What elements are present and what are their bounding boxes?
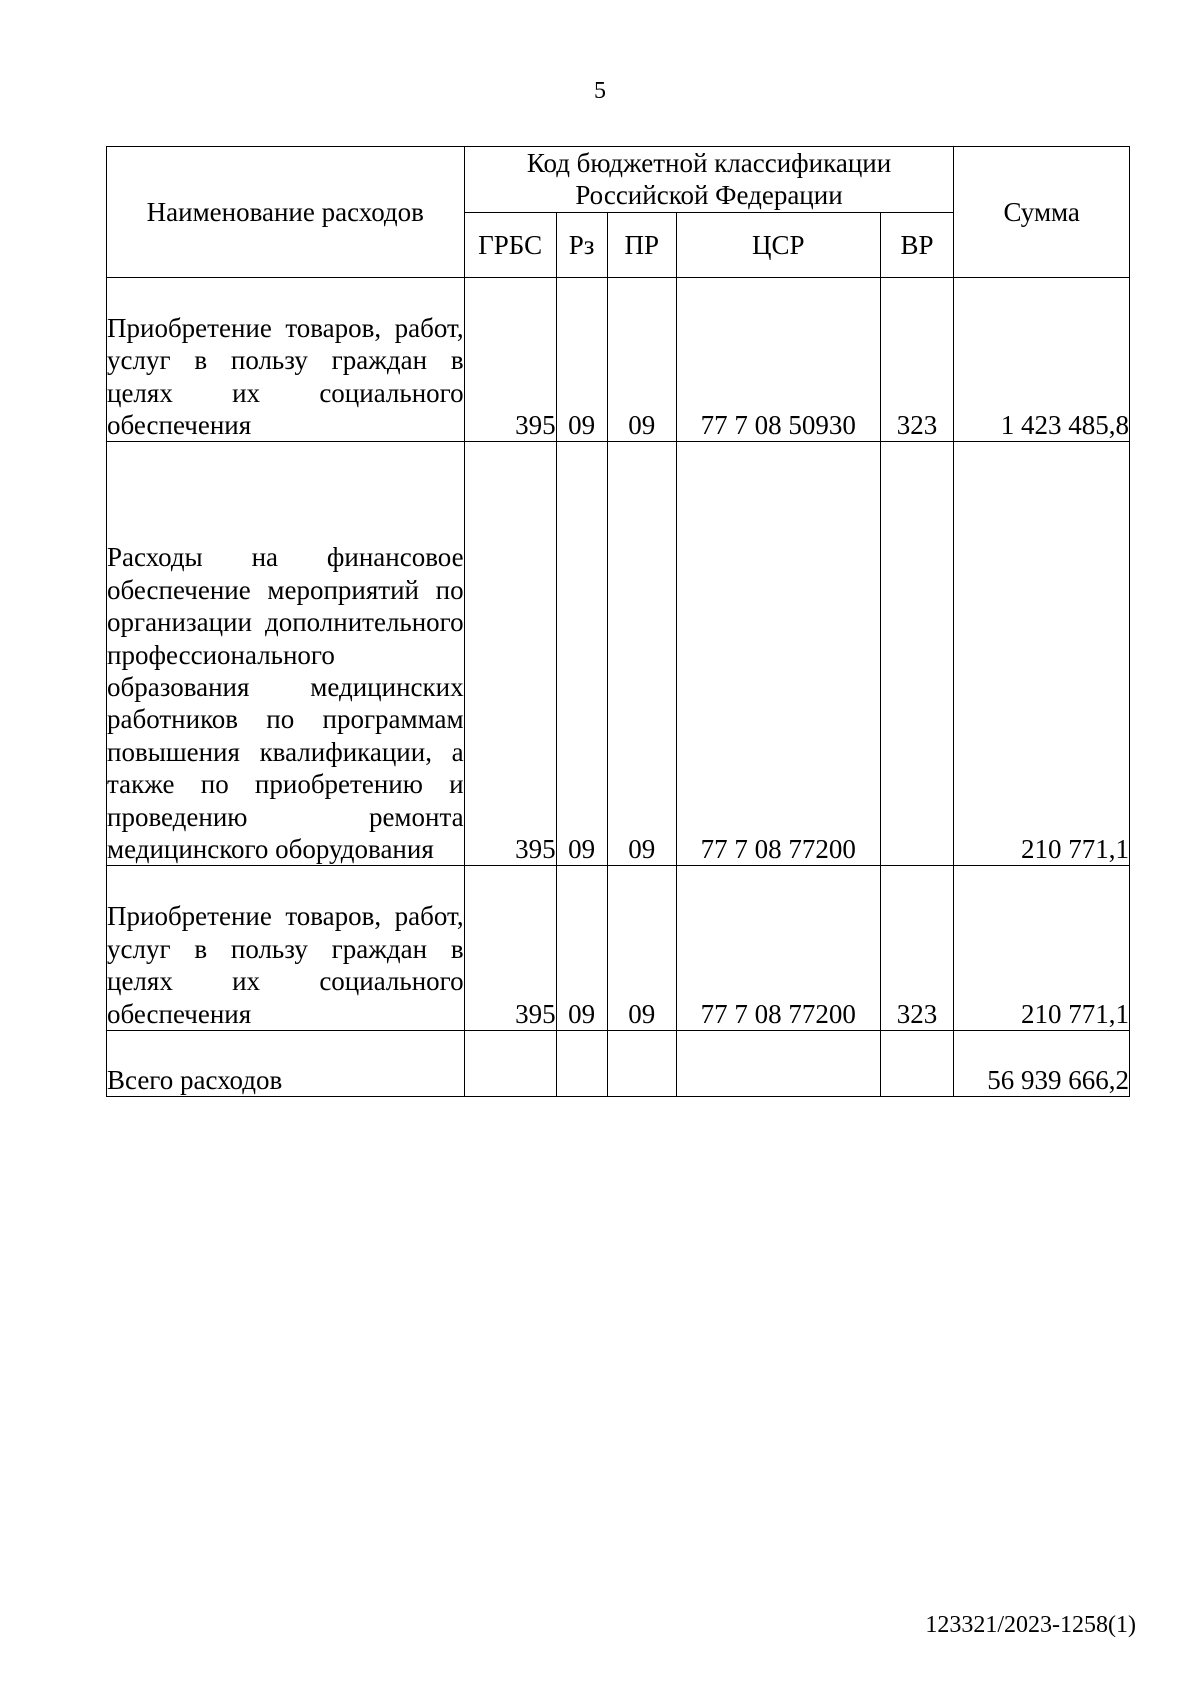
total-pr	[607, 1030, 676, 1096]
row-grbs: 395	[464, 442, 556, 866]
document-code: 123321/2023-1258(1)	[925, 1612, 1136, 1638]
row-name: Приобретение товаров, работ, услуг в пользу граждан в целях их социального обеспечения	[107, 866, 465, 1031]
expenses-table	[106, 146, 1130, 1097]
table-row	[107, 277, 1130, 442]
row-pr: 09	[607, 866, 676, 1031]
row-rz: 09	[556, 277, 607, 442]
row-grbs: 395	[464, 866, 556, 1031]
row-name: Расходы на финансовое обеспечение мероприятий по организации дополнительного профессионального образования медицинских работников по программам повышения квалификации, а также по приобретению и проведению ремонта медицинского оборудования	[107, 442, 465, 866]
table-row	[107, 442, 1130, 866]
header-vr: ВР	[880, 212, 954, 277]
row-name: Приобретение товаров, работ, услуг в пользу граждан в целях их социального обеспечения	[107, 277, 465, 442]
row-sum: 210 771,1	[954, 442, 1130, 866]
total-rz	[556, 1030, 607, 1096]
total-sum: 56 939 666,2	[954, 1030, 1130, 1096]
row-grbs: 395	[464, 277, 556, 442]
header-code-group: Код бюджетной классификации Российской Федерации	[464, 147, 954, 213]
total-vr	[880, 1030, 954, 1096]
row-csr: 77 7 08 77200	[676, 442, 880, 866]
table-row	[107, 866, 1130, 1031]
row-rz: 09	[556, 442, 607, 866]
row-vr: 323	[880, 866, 954, 1031]
total-grbs	[464, 1030, 556, 1096]
total-row	[107, 1030, 1130, 1096]
header-grbs: ГРБС	[464, 212, 556, 277]
row-csr: 77 7 08 77200	[676, 866, 880, 1031]
row-pr: 09	[607, 442, 676, 866]
header-rz: Рз	[556, 212, 607, 277]
total-csr	[676, 1030, 880, 1096]
header-pr: ПР	[607, 212, 676, 277]
header-csr: ЦСР	[676, 212, 880, 277]
page-number: 5	[594, 78, 606, 104]
header-name: Наименование расходов	[107, 147, 465, 278]
row-vr	[880, 442, 954, 866]
header-sum: Сумма	[954, 147, 1130, 278]
total-label: Всего расходов	[107, 1030, 465, 1096]
row-rz: 09	[556, 866, 607, 1031]
row-pr: 09	[607, 277, 676, 442]
row-csr: 77 7 08 50930	[676, 277, 880, 442]
row-sum: 210 771,1	[954, 866, 1130, 1031]
row-vr: 323	[880, 277, 954, 442]
row-sum: 1 423 485,8	[954, 277, 1130, 442]
